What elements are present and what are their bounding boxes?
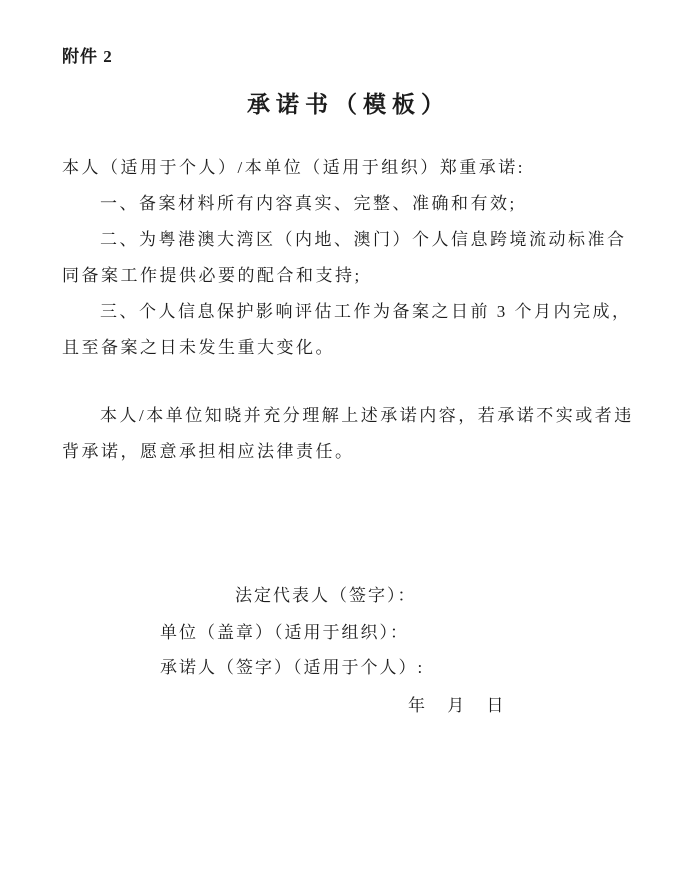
- body-line-item2-a: 二、为粤港澳大湾区（内地、澳门）个人信息跨境流动标准合: [100, 230, 627, 249]
- signature-line-organization-seal: 单位（盖章）（适用于组织）：: [160, 623, 409, 642]
- body-line-closing-a: 本人/本单位知晓并充分理解上述承诺内容，若承诺不实或者违: [100, 406, 634, 425]
- body-line-item1: 一、备案材料所有内容真实、完整、准确和有效;: [100, 194, 517, 213]
- body-line-item3-a: 三、个人信息保护影响评估工作为备案之日前 3 个月内完成，: [100, 302, 632, 321]
- attachment-label: 附件 2: [62, 47, 113, 66]
- body-line-opening: 本人（适用于个人）/本单位（适用于组织）郑重承诺:: [62, 158, 525, 177]
- document-title: 承诺书（模板）: [247, 92, 450, 117]
- signature-line-legal-representative: 法定代表人（签字）：: [235, 586, 417, 605]
- date-line: 年 月 日: [408, 696, 505, 715]
- body-line-closing-b: 背承诺，愿意承担相应法律责任。: [62, 442, 355, 461]
- signature-line-promisor: 承诺人（签字）（适用于个人）:: [160, 658, 425, 677]
- body-line-item3-b: 且至备案之日未发生重大变化。: [62, 338, 335, 357]
- document-body: [62, 150, 635, 470]
- body-line-item2-b: 同备案工作提供必要的配合和支持;: [62, 266, 362, 285]
